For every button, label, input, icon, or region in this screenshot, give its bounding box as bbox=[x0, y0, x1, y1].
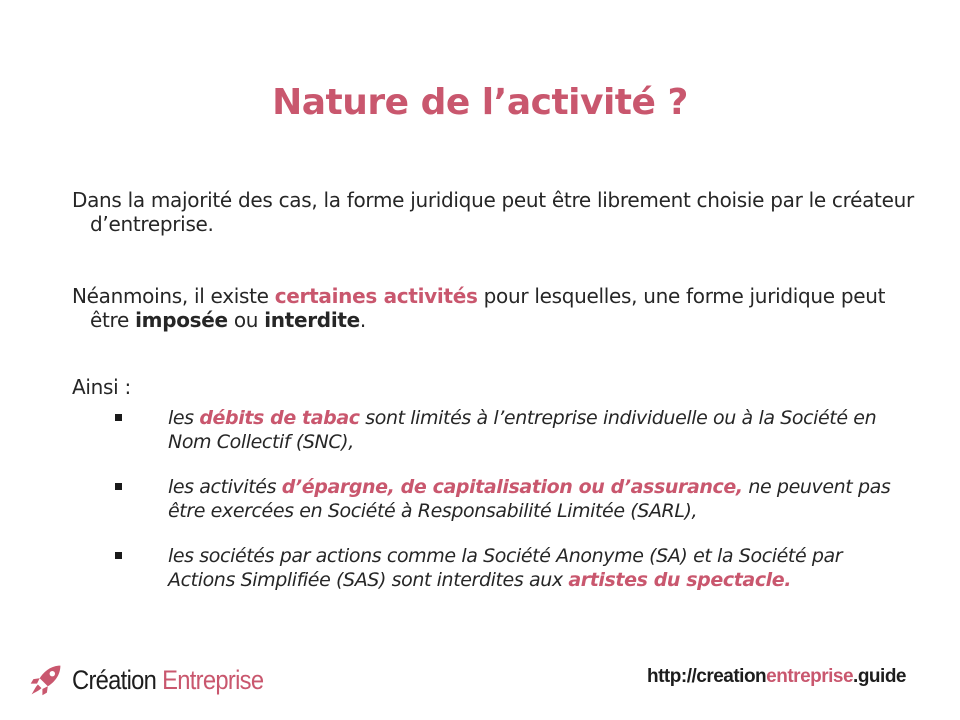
square-bullet-icon bbox=[115, 414, 122, 421]
paragraph-intro: Dans la majorité des cas, la forme juridique peut être librement choisie par le créateur d’entreprise. bbox=[72, 188, 914, 236]
rocket-icon bbox=[28, 662, 64, 698]
bullet-text: les sociétés par actions comme la Société Anonyme (SA) et la Société par Actions Simplifiée (SAS) sont interdites aux bbox=[168, 545, 843, 591]
list-item bbox=[110, 406, 900, 454]
bullet-text: les activités bbox=[168, 476, 282, 498]
url-part: http://creation bbox=[647, 666, 767, 687]
bullet-highlight: d’épargne, de capitalisation ou d’assurance, bbox=[281, 476, 743, 498]
bullet-highlight: débits de tabac bbox=[199, 407, 360, 429]
emphasis-forbidden: interdite bbox=[264, 308, 360, 332]
paragraph-text: ou bbox=[227, 308, 265, 332]
highlight-activities: certaines activités bbox=[274, 284, 478, 308]
page-title: Nature de l’activité ? bbox=[272, 82, 688, 123]
bullet-text: ne peuvent pas être exercées en Société à Responsabilité Limitée (SARL), bbox=[168, 476, 891, 522]
emphasis-imposed: imposée bbox=[135, 308, 228, 332]
square-bullet-icon bbox=[115, 483, 122, 490]
bullet-list bbox=[110, 406, 900, 613]
bullet-text: sont limités à l’entreprise individuelle ou à la Société en Nom Collectif (SNC), bbox=[168, 407, 877, 453]
url-part-accent: entreprise bbox=[766, 666, 854, 687]
square-bullet-icon bbox=[115, 552, 122, 559]
list-item bbox=[110, 475, 900, 523]
paragraph-text: . bbox=[359, 308, 366, 332]
url-part: .guide bbox=[853, 666, 906, 687]
website-link[interactable] bbox=[647, 666, 906, 688]
brand-part-entreprise: Entreprise bbox=[162, 664, 264, 695]
bullet-text: les bbox=[168, 407, 200, 429]
brand-logo bbox=[28, 660, 289, 700]
paragraph-text: pour lesquelles, une forme juridique peut être bbox=[90, 284, 886, 332]
bullet-highlight: artistes du spectacle. bbox=[568, 569, 792, 591]
paragraph-text: Néanmoins, il existe bbox=[72, 284, 275, 308]
brand-part-creation: Création bbox=[72, 664, 157, 695]
brand-name bbox=[72, 665, 263, 696]
paragraph-restrictions bbox=[72, 284, 920, 332]
list-item bbox=[110, 544, 900, 592]
paragraph-ainsi: Ainsi : bbox=[72, 375, 131, 399]
